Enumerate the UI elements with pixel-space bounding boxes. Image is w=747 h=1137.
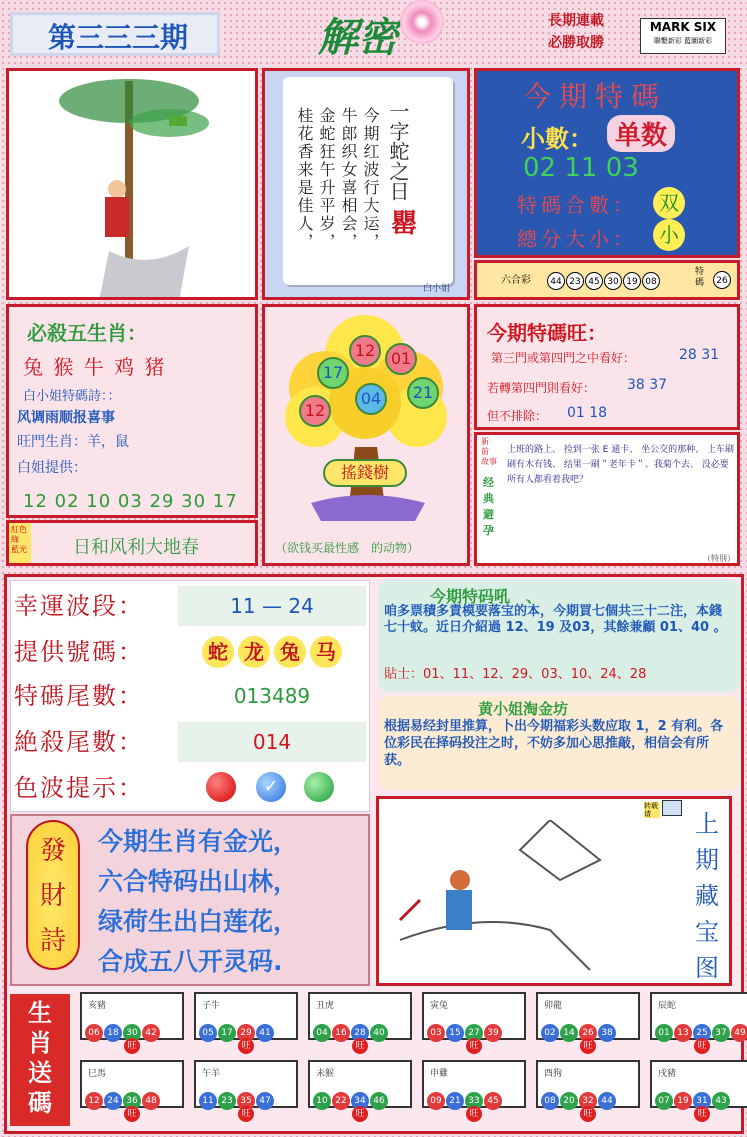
zodiac-badge-char: 碼 [28,1089,52,1117]
small-value: 单数 [607,115,675,152]
zodiac-card-name: 卯龍 [544,1001,563,1011]
zodiac-ball: 38 [598,1024,616,1042]
zodiac-card-name: 丑虎 [316,1001,335,1011]
zodiac-card-name: 巳馬 [88,1069,107,1079]
issue-number: 第三三三期 [48,21,189,54]
poem-line-2: 牛郎织女喜相会， [339,107,358,251]
zodiac-ball: 32 [579,1092,597,1110]
hot-line-1-value: 28 31 [679,347,720,363]
zodiac-card-name: 戌豬 [658,1069,677,1079]
zodiac-ball: 05 [199,1024,217,1042]
treasure-title-char: 宝 [695,918,719,946]
zodiac-balls [313,1020,389,1042]
mark-six-logo [640,18,726,54]
zodiac-ball: 08 [541,1092,559,1110]
row-value-animals [178,632,366,672]
story-text: 上班的路上、 捡到一张 E 通卡、 坐公交的那种、 上车刷刷有木有钱、 结果一刷＂老年卡＂、我菊个去、 没必要所有人都看着我吧？ [507,445,734,485]
tree-man-illustration [6,68,258,300]
story-end: （特別） [703,554,735,563]
poem-title: 一字蛇之日 [386,101,410,201]
zodiac-ball: 43 [712,1092,730,1110]
zodiac-card [650,1060,747,1108]
row-value-kill-tail: 014 [178,722,366,762]
zodiac-ball: 34 [351,1092,369,1110]
hot-line-2-value: 38 37 [627,377,668,393]
fortune-line: 六合特码出山林， [98,867,299,896]
hanging-man-picture [9,71,255,297]
roar-title: 今期特码吼 、 [430,587,543,606]
zodiac-ball: 22 [332,1092,350,1110]
kill-panel [6,304,258,518]
zodiac-badge-char: 肖 [28,1029,52,1057]
zodiac-ball: 10 [313,1092,331,1110]
zodiac-balls [427,1088,503,1110]
zodiac-ball: 26 [579,1024,597,1042]
fortune-badge-char: 財 [39,881,66,911]
fortune-badge-char: 發 [39,836,66,866]
special-numbers: 02 11 03 [523,153,639,183]
zodiac-ball: 46 [370,1092,388,1110]
zodiac-balls [655,1088,731,1110]
zodiac-ball: 07 [655,1092,673,1110]
blue-check-ball-icon: ✓ [256,772,286,802]
zodiac-ball: 03 [427,1024,445,1042]
special-title: 今期特碼 [523,80,668,113]
zodiac-ball: 09 [427,1092,445,1110]
hot-line-2-label: 若轉第四門則看好： [487,381,596,395]
zodiac-card-name: 辰蛇 [658,1001,677,1011]
special-panel [474,68,740,258]
zodiac-ball: 19 [674,1092,692,1110]
zodiac-ball: 30 [123,1024,141,1042]
zodiac-ball: 40 [370,1024,388,1042]
gold-title: 黄小姐淘金坊 [478,700,569,718]
animal-chip: 马 [310,636,342,668]
zodiac-ball: 29 [237,1024,255,1042]
zodiac-badge-char: 送 [28,1059,52,1087]
roar-text: 咱多票積多責模要落宝的本，今期買七個共三十二注，本錢七十蚊。近日介紹過 12、19 及03，其餘兼顧 01、40 。 [384,604,727,635]
zodiac-ball: 37 [712,1024,730,1042]
treasure-title-char: 期 [695,846,719,874]
zodiac-ball: 39 [484,1024,502,1042]
tree-ball: 04 [355,383,387,415]
zodiac-ball: 15 [446,1024,464,1042]
fortune-badge [26,820,80,970]
hot-title: 今期特碼旺： [487,321,607,345]
zodiac-balls [199,1088,275,1110]
tree-caption: （欲钱买最性感 的动物） [275,541,420,555]
zodiac-card [308,992,412,1040]
sum-label: 特碼合數： [517,193,637,217]
zodiac-ball: 27 [465,1024,483,1042]
row-label: 絶殺尾數： [14,728,144,756]
zodiac-ball: 42 [142,1024,160,1042]
result-ball: 23 [566,272,584,290]
zodiac-ball: 12 [85,1092,103,1110]
zodiac-card-name: 午羊 [202,1069,221,1079]
zodiac-balls [541,1088,617,1110]
zodiac-ball: 23 [218,1092,236,1110]
treasure-title-char: 藏 [695,882,719,910]
poem-panel [262,68,470,300]
motto-bar [6,520,258,566]
zodiac-ball: 17 [218,1024,236,1042]
row-label: 提供號碼： [14,638,144,666]
zodiac-ball: 14 [560,1024,578,1042]
zodiac-ball: 01 [655,1024,673,1042]
zodiac-ball: 06 [85,1024,103,1042]
fortune-line: 合成五八开灵码. [98,947,283,976]
provide-label: 白姐提供： [17,460,87,476]
wang-badge: 旺 [238,1106,254,1122]
fortune-line: 今期生肖有金光， [98,827,299,856]
zodiac-balls [85,1020,161,1042]
zodiac-ball: 33 [465,1092,483,1110]
red-ball-icon [206,772,236,802]
logo-disc-icon [400,0,444,44]
roar-note: 貼士：01、11、12、29、03、10、24、28 [384,667,647,682]
gold-text: 根据易经封里推算，卜出今期福彩头数应取 1，2 有利。各位彩民在择码投注之时，不妨多加心思推敲，相信会有所获。 [384,719,724,768]
wang-badge: 旺 [124,1038,140,1054]
zodiac-ball: 21 [446,1092,464,1110]
zodiac-ball: 28 [351,1024,369,1042]
zodiac-ball: 16 [332,1024,350,1042]
kill-title: 必殺五生肖： [27,321,147,345]
zodiac-card-name: 未猴 [316,1069,335,1079]
story-side: 经 典 避 孕 [483,476,494,537]
wang-badge: 旺 [352,1038,368,1054]
tree-panel [262,304,470,566]
pen-paper-icon [662,800,682,816]
zodiac-card [80,992,184,1040]
treasure-tag: 转载 请 [644,802,658,818]
wang-badge: 旺 [466,1038,482,1054]
hot-line-3-value: 01 18 [567,405,608,421]
tree-ball: 01 [385,343,417,375]
tree-label: 搖錢樹 [323,459,407,487]
story-tag: 新 前 故事 [481,437,497,466]
zodiac-ball: 18 [104,1024,122,1042]
zodiac-card [80,1060,184,1108]
zodiac-ball: 13 [674,1024,692,1042]
zodiac-ball: 31 [693,1092,711,1110]
zodiac-card [536,992,640,1040]
kill-numbers: 12 02 10 03 29 30 17 [23,491,238,512]
zodiac-card [650,992,747,1040]
kill-animals: 兔 猴 牛 鸡 猪 [23,355,167,379]
wang-badge: 旺 [238,1038,254,1054]
zodiac-card [536,1060,640,1108]
result-ball: 30 [604,272,622,290]
side-tag: 紅色 綠 藍光 [9,523,31,563]
zodiac-card-name: 寅兔 [430,1001,449,1011]
zodiac-balls [313,1088,389,1110]
zodiac-balls [199,1020,275,1042]
total-value: 小 [653,219,685,251]
zodiac-card-name: 申雞 [430,1069,449,1079]
result-ball: 19 [623,272,641,290]
result-ball: 08 [642,272,660,290]
animal-chip: 龙 [238,636,270,668]
tree-ball: 21 [407,377,439,409]
mark-six-title: MARK SIX [649,20,717,34]
row-value-band: 11 — 24 [178,586,366,626]
zodiac-card [194,992,298,1040]
animal-chip: 兔 [274,636,306,668]
row-label: 幸運波段： [14,592,144,620]
zodiac-card [194,1060,298,1108]
tree-ball: 12 [349,335,381,367]
zodiac-ball: 25 [693,1024,711,1042]
hot-line-1-label: 第三門或第四門之中看好： [491,351,636,365]
result-bar [474,260,740,300]
total-label: 總分大小： [517,227,637,251]
poem-line-1: 今期红波行大运， [361,107,380,251]
result-label: 六合彩 [501,275,531,286]
poem-line-4: 桂花香来是佳人， [295,107,314,251]
zodiac-card [422,1060,526,1108]
header [0,0,747,66]
tree-ball: 12 [299,395,331,427]
zodiac-card [308,1060,412,1108]
row-label: 特碼尾數： [14,682,144,710]
zodiac-ball: 04 [313,1024,331,1042]
zodiac-ball: 45 [484,1092,502,1110]
treasure-map-picture [380,820,680,980]
zodiac-badge [10,994,70,1126]
row-label: 色波提示： [14,774,144,802]
row-value-tail: 013489 [178,676,366,716]
hot-panel [474,304,740,430]
wang-badge: 旺 [580,1106,596,1122]
zodiac-ball: 11 [199,1092,217,1110]
sum-value: 双 [653,187,685,219]
poem-signature: 白小姐 [423,284,451,294]
zodiac-ball: 44 [598,1092,616,1110]
zodiac-ball: 02 [541,1024,559,1042]
zodiac-balls [85,1088,161,1110]
zodiac-ball: 48 [142,1092,160,1110]
zodiac-ball: 20 [560,1092,578,1110]
zodiac-ball: 41 [256,1024,274,1042]
treasure-title-char: 图 [695,954,719,982]
zodiac-ball: 36 [123,1092,141,1110]
door-label: 旺門生肖：羊，鼠 [17,434,129,450]
small-label: 小數： [521,125,593,153]
green-ball-icon [304,772,334,802]
fortune-badge-char: 詩 [39,926,66,956]
logo-text: 解密 [318,14,398,61]
zodiac-card-name: 亥豬 [88,1001,107,1011]
tree-ball: 17 [317,357,349,389]
wang-badge: 旺 [124,1106,140,1122]
zodiac-balls [427,1020,503,1042]
result-ball: 44 [547,272,565,290]
mark-six-sub: 聯繫新彩 藍圖新彩 [653,37,713,45]
wang-badge: 旺 [466,1106,482,1122]
story-panel [474,432,740,566]
result-ball: 45 [585,272,603,290]
wang-badge: 旺 [694,1038,710,1054]
zodiac-card-name: 酉狗 [544,1069,563,1079]
zodiac-balls [541,1020,617,1042]
poem-line-3: 金蛇狂午升平岁， [317,107,336,251]
motto-text: 日和风利大地春 [73,537,199,558]
poem-label: 白小姐特碼詩：： [23,389,121,404]
wang-badge: 旺 [580,1038,596,1054]
zodiac-card-name: 子牛 [202,1001,221,1011]
wang-badge: 旺 [352,1106,368,1122]
zodiac-badge-char: 生 [28,999,52,1027]
zodiac-ball: 47 [256,1092,274,1110]
treasure-title-char: 上 [695,810,719,838]
animal-chip: 蛇 [202,636,234,668]
zodiac-ball: 24 [104,1092,122,1110]
hot-line-3-label: 但不排除： [487,409,548,423]
result-balls [547,269,661,290]
slogan-1: 長期連載 [548,13,604,29]
fortune-line: 绿荷生出白莲花， [98,907,299,936]
result-special-label: 特碼 [695,267,705,288]
treasure-title [690,806,724,986]
poem-text: 风调雨顺报喜事 [17,410,115,426]
wang-badge: 旺 [694,1106,710,1122]
zodiac-card [422,992,526,1040]
poem-big-character: 罌 [391,209,418,239]
zodiac-ball: 35 [237,1092,255,1110]
zodiac-ball: 49 [731,1024,747,1042]
slogan-2: 必勝取勝 [548,35,604,51]
result-special-ball: 26 [713,271,731,289]
